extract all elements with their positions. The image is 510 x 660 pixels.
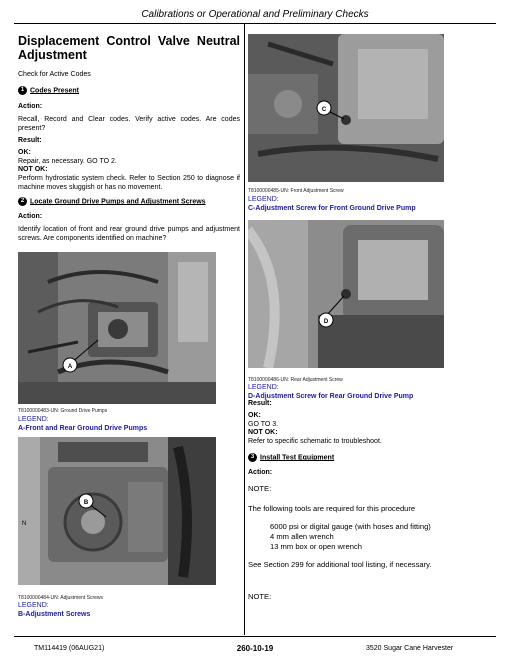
fig-rear-caption: T8100000486-UN: Rear Adjustment Screw (248, 377, 343, 383)
step2-heading (18, 197, 206, 207)
fig-screws-legend-label: LEGEND: (18, 602, 49, 609)
step3-heading (248, 453, 334, 463)
photo-ground-drive-pumps (18, 252, 216, 404)
step2-action-text: Identify location of front and rear ground drive pumps and adjustment screws. Are components identified on machine? (18, 226, 240, 242)
step2-action-label: Action: (18, 213, 43, 220)
tool-item-gauge: 6000 psi or digital gauge (with hoses and fitting) (270, 522, 431, 531)
step1-notok-label: NOT OK: (18, 166, 48, 173)
callout-a: A (67, 364, 73, 370)
header-rule (14, 23, 496, 24)
fig-pumps-legend-label: LEGEND: (18, 416, 49, 423)
column-divider (244, 24, 245, 635)
step1-notok-text: Perform hydrostatic system check. Refer to Section 250 to diagnose if machine moves sluggish or has no movement. (18, 175, 240, 191)
step1-ok-label: OK: (18, 149, 31, 156)
fig-front-legend-item: C-Adjustment Screw for Front Ground Drive Pump (248, 205, 416, 212)
step1-ok-text: Repair, as necessary. GO TO 2. (18, 158, 117, 165)
photo-front-adjustment-screw (248, 34, 444, 182)
step2-result-label: Result: (248, 400, 272, 407)
intro-text: Check for Active Codes (18, 71, 91, 78)
step2-number: 2 (18, 197, 27, 206)
step1-number: 1 (18, 86, 27, 95)
step2-ok-text: GO TO 3. (248, 421, 279, 428)
photo-adjustment-screws (18, 437, 216, 585)
tool-item-box-wrench: 13 mm box or open wrench (270, 542, 363, 551)
step2-notok-text: Refer to specific schematic to troubleshoot. (248, 438, 382, 445)
step3-tools-intro: The following tools are required for this procedure (248, 504, 416, 513)
step3-number: 3 (248, 453, 257, 462)
fig-front-caption: T8100000485-UN: Front Adjustment Screw (248, 188, 344, 194)
step1-action-text: Recall, Record and Clear codes. Verify active codes. Are codes present? (18, 116, 240, 132)
section-title: Displacement Control Valve Neutral Adjustment (18, 34, 240, 62)
running-header: Calibrations or Operational and Preliminary Checks (141, 9, 369, 20)
callout-d: D (323, 319, 329, 325)
fig-pumps-caption: T8100000483-UN: Ground Drive Pumps (18, 408, 108, 414)
step1-heading (18, 86, 79, 96)
step3-note1: NOTE: (248, 484, 272, 493)
photo-rear-adjustment-screw (248, 220, 444, 368)
callout-c: C (321, 107, 327, 113)
fig-screws-caption: T8100000484-UN: Adjustment Screws (18, 595, 104, 601)
step3-note2: NOTE: (248, 592, 272, 601)
step3-heading-text: Install Test Equipment (260, 454, 335, 462)
step2-notok-label: NOT OK: (248, 429, 278, 436)
tool-item-allen-wrench: 4 mm allen wrench (270, 532, 334, 541)
step1-heading-text: Codes Present (30, 87, 80, 95)
fig-pumps-legend-item: A-Front and Rear Ground Drive Pumps (18, 425, 148, 432)
step2-heading-text: Locate Ground Drive Pumps and Adjustment Screws (30, 198, 206, 206)
step3-see-text: See Section 299 for additional tool listing, if necessary. (248, 560, 432, 569)
step1-result-label: Result: (18, 137, 42, 144)
step3-action-label: Action: (248, 469, 273, 476)
footer-page-number: 260-10-19 (236, 644, 274, 653)
footer-doc-id: TM114419 (06AUG21) (34, 645, 105, 652)
fig-rear-legend-item: D-Adjustment Screw for Rear Ground Drive Pump (248, 393, 414, 400)
fig-screws-side-mark: N (22, 521, 27, 527)
callout-b: B (83, 500, 89, 506)
fig-screws-legend-item: B-Adjustment Screws (18, 611, 91, 618)
fig-front-legend-label: LEGEND: (248, 196, 279, 203)
step2-ok-label: OK: (248, 412, 261, 419)
footer-rule (14, 636, 496, 637)
step1-action-label: Action: (18, 103, 43, 110)
footer-machine: 3520 Sugar Cane Harvester (366, 645, 454, 652)
fig-rear-legend-label: LEGEND: (248, 384, 279, 391)
